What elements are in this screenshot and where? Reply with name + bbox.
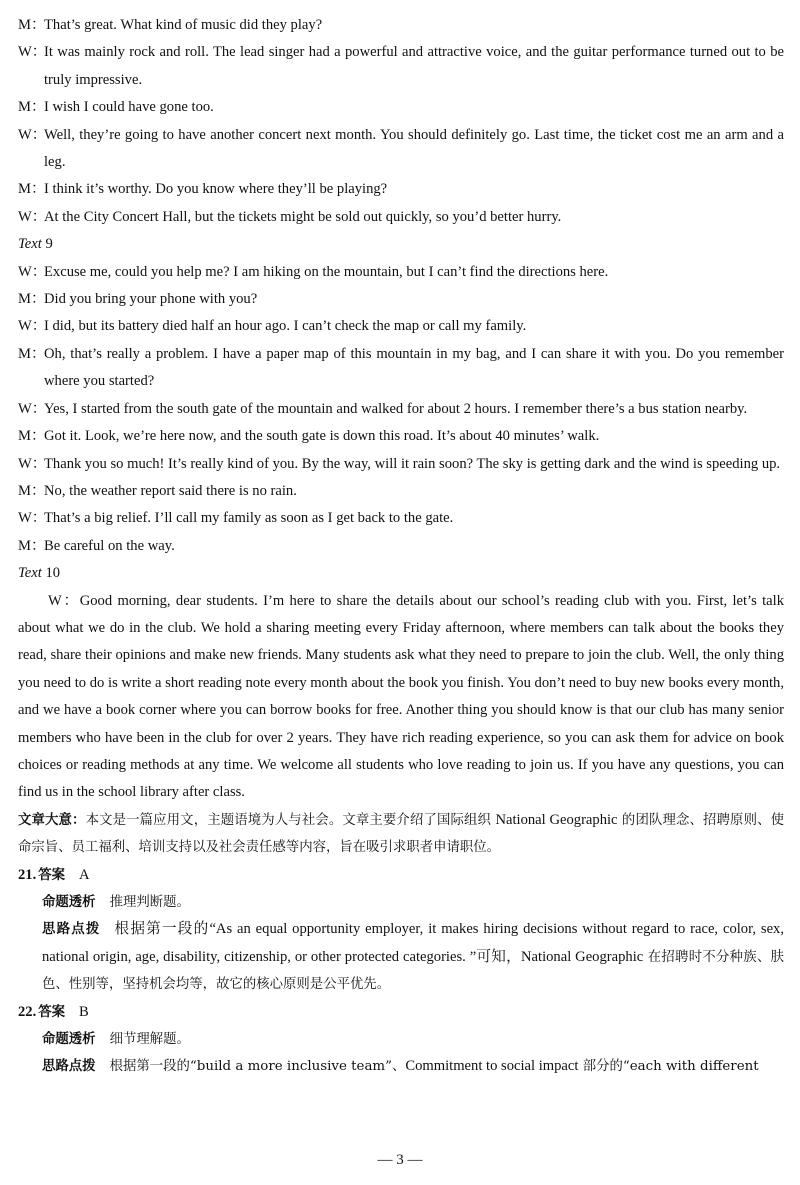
dialogue-line	[18, 451, 784, 478]
dialogue-line	[18, 313, 784, 340]
q21-number: 21.	[18, 866, 37, 883]
speaker-label: W：	[18, 318, 47, 335]
speaker-label: W：	[18, 400, 47, 417]
speaker-label: M：	[18, 99, 46, 116]
q21-hint-text-a: 根据第一段的“As an equal opportunity employer, it makes hiring decisions without regard to race, color, sex, national origin, age, disability, citizenship, or other protected categories. ”可知，	[42, 921, 784, 965]
speaker-label: W：	[18, 44, 47, 61]
dialogue-text: No, the weather report said there is no rain.	[44, 482, 297, 499]
q22-hint-text-c: 部分的“each with different	[578, 1059, 759, 1075]
q21-analysis-text: 推理判断题。	[109, 895, 190, 910]
dialogue-text: Did you bring your phone with you?	[44, 291, 258, 308]
speaker-label: M：	[18, 345, 46, 362]
summary-text-a: 本文是一篇应用文，主题语境为人与社会。文章主要介绍了国际组织	[85, 812, 496, 828]
article-summary	[18, 807, 784, 862]
speaker-label: W：	[18, 208, 47, 225]
dialogue-line	[18, 39, 784, 94]
speaker-label: W：	[18, 126, 47, 143]
text9-heading	[18, 231, 784, 258]
q22-analysis-label: 命题透析	[42, 1032, 96, 1048]
speaker-label: M：	[18, 482, 46, 499]
q21-analysis-label: 命题透析	[42, 895, 96, 910]
q21-hint-text-b: National Geographic	[521, 948, 644, 965]
speaker-label: M：	[18, 181, 46, 198]
dialogue-text8-tail	[18, 12, 784, 231]
dialogue-line	[18, 533, 784, 560]
q22-analysis	[18, 1026, 784, 1053]
speaker-label: W：	[18, 455, 47, 472]
q22-answer-label: 答案	[38, 1004, 66, 1020]
q21-hint-text-c: 在招聘时不分种族、肤色、性别等，坚持机会均等，故它的核心原则是公平优先。	[42, 949, 784, 993]
q21-hint	[18, 916, 784, 998]
text10-label: Text	[18, 565, 42, 582]
dialogue-line	[18, 12, 784, 39]
dialogue-text: I wish I could have gone too.	[44, 99, 214, 116]
dialogue-line	[18, 396, 784, 423]
dialogue-text: I think it’s worthy. Do you know where they’ll be playing?	[44, 181, 388, 198]
dialogue-text: That’s great. What kind of music did they play?	[44, 17, 323, 33]
q22-number: 22.	[18, 1003, 37, 1020]
q22-answer: B	[79, 1003, 89, 1020]
text10-paragraph: W：Good morning, dear students. I’m here to share the details about our school’s reading club with you. First, let’s talk about what we do in the club. We hold a sharing meeting every Friday afternoon, where members can talk about the books they read, share their opinions and make new friends. Many students ask what they need to prepare to join the club. Well, the only thing you need to do is write a short reading note every month about the book you finish. You don’t need to buy new books every month, and we have a book corner where you can borrow books for free. Another thing you should know is that our club has many senior members who have been in the club for over 2 years. They have rich reading experience, so you can ask them for advice on book choices or reading methods at any time. We welcome all students who love reading to join us. If you have any questions, you can find us in the school library after class.	[18, 592, 784, 801]
summary-text-b: National Geographic	[495, 811, 618, 828]
dialogue-text9	[18, 259, 784, 560]
dialogue-line	[18, 176, 784, 203]
document-page	[18, 12, 784, 1081]
dialogue-text: Got it. Look, we’re here now, and the south gate is down this road. It’s about 40 minutes’ walk.	[44, 428, 600, 445]
dialogue-text: Thank you so much! It’s really kind of you. By the way, will it rain soon? The sky is getting dark and the wind is speeding up.	[44, 455, 781, 472]
text10-heading	[18, 560, 784, 587]
speaker-label: W：	[18, 263, 47, 280]
summary-text-c: 的团队理念、招聘原则、使命宗旨、员工福利、培训支持以及社会责任感等内容，旨在吸引求职者申请职位。	[18, 812, 784, 856]
dialogue-text: Be careful on the way.	[44, 537, 175, 554]
question-21	[18, 862, 784, 999]
dialogue-line	[18, 423, 784, 450]
speaker-label: M：	[18, 537, 46, 554]
dialogue-line	[18, 122, 784, 177]
q22-hint	[18, 1053, 784, 1080]
question-22	[18, 999, 784, 1081]
dialogue-line	[18, 204, 784, 231]
dialogue-line	[18, 286, 784, 313]
dialogue-text: It was mainly rock and roll. The lead singer had a powerful and attractive voice, and the guitar performance turned out to be truly impressive.	[44, 44, 784, 88]
dialogue-line	[18, 505, 784, 532]
summary-label: 文章大意：	[18, 812, 86, 828]
dialogue-text: Yes, I started from the south gate of the mountain and walked for about 2 hours. I remember there’s a bus station nearby.	[44, 400, 748, 417]
speaker-label: W：	[18, 510, 47, 527]
speaker-label: M：	[18, 428, 46, 445]
page-number: — 3 —	[377, 1152, 423, 1168]
q22-analysis-text: 细节理解题。	[109, 1032, 190, 1048]
dialogue-line	[18, 341, 784, 396]
speaker-label: M：	[18, 291, 46, 308]
q21-answer: A	[79, 866, 90, 883]
text10-number: 10	[45, 565, 61, 582]
q22-hint-label: 思路点拨	[42, 1059, 96, 1075]
q21-answer-line	[18, 862, 784, 889]
dialogue-text: Well, they’re going to have another concert next month. You should definitely go. Last time, the ticket cost me an arm and a leg.	[44, 126, 784, 171]
dialogue-text: Oh, that’s really a problem. I have a paper map of this mountain in my bag, and I can share it with you. Do you remember where you started?	[44, 345, 784, 390]
text9-number: 9	[45, 236, 53, 253]
dialogue-text: I did, but its battery died half an hour ago. I can’t check the map or call my family.	[44, 318, 527, 335]
text9-label: Text	[18, 236, 42, 253]
q22-hint-text-a: 根据第一段的“build a more inclusive team”、	[109, 1059, 406, 1075]
q21-hint-label: 思路点拨	[42, 922, 101, 938]
q22-answer-line	[18, 999, 784, 1026]
speaker-label: M：	[18, 17, 46, 33]
dialogue-text: Excuse me, could you help me? I am hiking on the mountain, but I can’t find the directions here.	[44, 263, 609, 280]
dialogue-line	[18, 259, 784, 286]
q21-analysis	[18, 889, 784, 916]
dialogue-text: That’s a big relief. I’ll call my family as soon as I get back to the gate.	[44, 510, 454, 527]
q22-hint-text-b: Commitment to social impact	[405, 1058, 579, 1075]
q21-answer-label: 答案	[38, 867, 66, 883]
dialogue-line	[18, 478, 784, 505]
dialogue-text: At the City Concert Hall, but the tickets might be sold out quickly, so you’d better hurry.	[44, 208, 562, 225]
dialogue-line	[18, 94, 784, 121]
